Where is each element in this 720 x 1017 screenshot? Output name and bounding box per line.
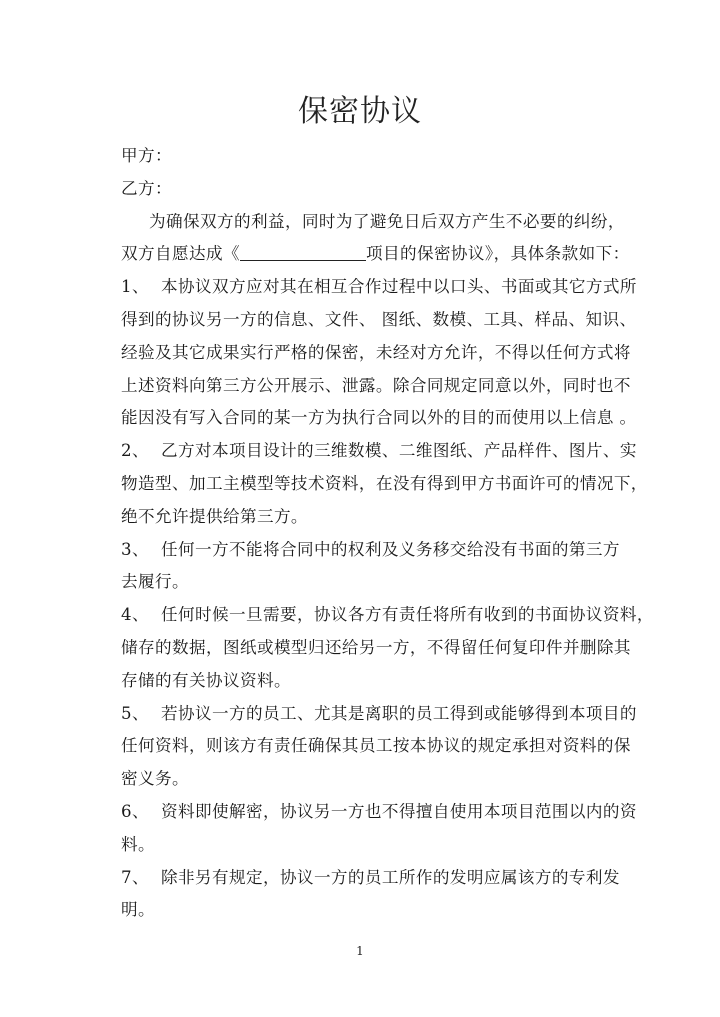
clause-number: 3、 [121,539,149,559]
clause-1-line-3: 经验及其它成果实行严格的保密，未经对方允许，不得以任何方式将 [121,342,631,362]
clause-number: 1、 [121,277,149,297]
clause-4-line-2: 储存的数据，图纸或模型归还给另一方，不得留任何复印件并删除其 [121,637,631,657]
clause-2-line-2: 物造型、加工主模型等技术资料，在没有得到甲方书面许可的情况下， [121,473,648,493]
clause-number: 7、 [121,867,149,887]
clause-number: 5、 [121,703,149,723]
clause-6-line-2: 料。 [121,834,155,854]
clause-1-line-1 [121,271,641,304]
party-b-label: 乙方： [121,178,172,198]
clause-5-line-1 [121,698,641,731]
document-title: 保密协议 [298,94,422,129]
clause-4-line-1 [121,599,654,632]
intro-line-2-after: 项目的保密协议》，具体条款如下： [365,244,630,264]
page-number: 1 [356,944,364,958]
document-body [121,140,654,927]
clause-text: 任何一方不能将合同中的权利及义务移交给没有书面的第三方 [161,539,620,559]
clause-text: 资料即使解密，协议另一方也不得擅自使用本项目范围以内的资 [161,801,637,821]
clause-text: 乙方对本项目设计的三维数模、二维图纸、产品样件、图片、实 [161,441,637,461]
clause-6-line-1 [121,796,641,829]
clause-text: 任何时候一旦需要，协议各方有责任将所有收到的书面协议资料， [161,605,654,625]
clause-number: 4、 [121,605,149,625]
intro-line-2 [121,238,641,271]
clause-5-line-2: 任何资料，则该方有责任确保其员工按本协议的规定承担对资料的保 [121,736,631,756]
clause-3-line-2: 去履行。 [121,572,189,592]
clause-5-line-3: 密义务。 [121,769,189,789]
clause-text: 本协议双方应对其在相互合作过程中以口头、书面或其它方式所 [161,277,637,297]
clause-2-line-3: 绝不允许提供给第三方。 [121,506,308,526]
intro-line-1: 为确保双方的利益，同时为了避免日后双方产生不必要的纠纷， [149,211,625,231]
intro-line-2-before: 双方自愿达成《 [121,244,240,264]
clause-3-line-1 [121,534,641,567]
clause-text: 若协议一方的员工、尤其是离职的员工得到或能够得到本项目的 [161,703,637,723]
project-name-blank [240,242,366,261]
clause-1-line-5: 能因没有写入合同的某一方为执行合同以外的目的而使用以上信息 。 [121,408,637,428]
clause-1-line-4: 上述资料向第三方公开展示、泄露。除合同规定同意以外，同时也不 [121,375,631,395]
clause-number: 2、 [121,441,149,461]
clause-number: 6、 [121,801,149,821]
clause-2-line-1 [121,435,641,468]
clause-7-line-1 [121,862,641,895]
clause-7-line-2: 明。 [121,900,155,920]
clause-1-line-2: 得到的协议另一方的信息、文件、 图纸、数模、工具、样品、知识、 [121,309,637,329]
clause-text: 除非另有规定，协议一方的员工所作的发明应属该方的专利发 [161,867,620,887]
clause-4-line-3: 存储的有关协议资料。 [121,670,291,690]
party-a-label: 甲方： [121,146,172,165]
